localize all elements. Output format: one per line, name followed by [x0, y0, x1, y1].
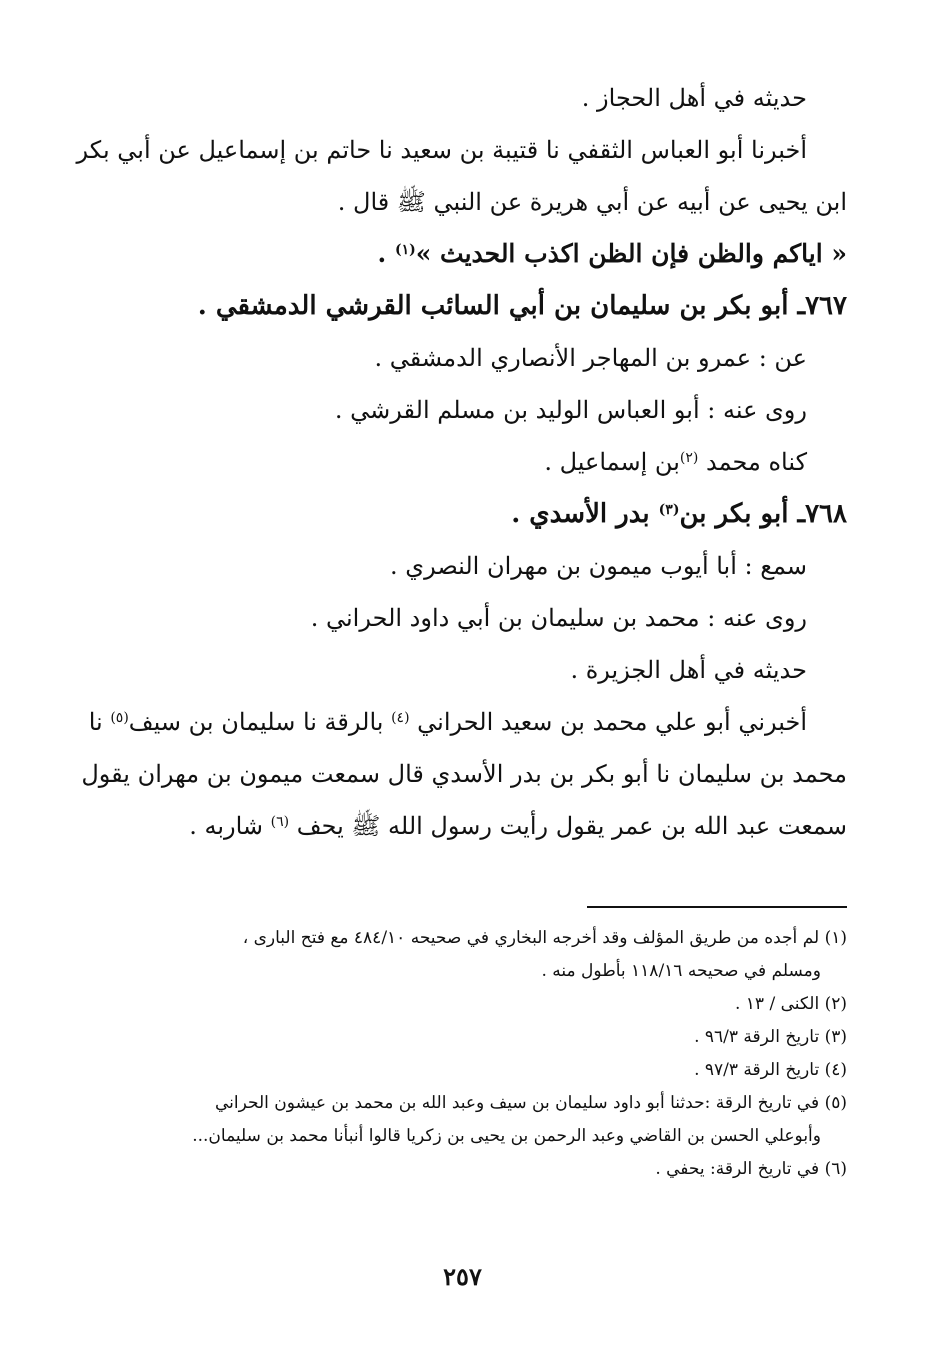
footnote-4: (٤) تاريخ الرقة ٩٧/٣ .: [694, 1060, 847, 1080]
footnote-6: (٦) في تاريخ الرقة: يحفي .: [655, 1159, 847, 1179]
text-line: محمد بن سليمان نا أبو بكر بن بدر الأسدي قال سمعت ميمون بن مهران يقول: [81, 760, 847, 788]
footnote-2: (٢) الكنى / ١٣ .: [734, 994, 847, 1014]
text-line: روى عنه : محمد بن سليمان بن أبي داود الحراني .: [310, 604, 807, 632]
footnote-ref: (١): [394, 242, 416, 258]
footnote-5: (٥) في تاريخ الرقة :حدثنا أبو داود سليمان بن سيف وعبد الله بن محمد بن عيشون الحراني وأبوعلي الحسن بن القاضي وعبد الرحمن بن يحيى بن زكريا قالوا أنبأنا محمد بن سليمان...: [192, 1093, 847, 1146]
text-line: أخبرنا أبو العباس الثقفي نا قتيبة بن سعيد نا حاتم بن إسماعيل عن أبي بكر: [76, 136, 807, 164]
main-text: [76, 72, 847, 852]
text-line: كناه محمد $^{(٢)}$بن إسماعيل .: [544, 448, 807, 476]
text-line: سمع : أبا أيوب ميمون بن مهران النصري .: [390, 552, 807, 580]
text-line: أخبرني أبو علي محمد بن سعيد الحراني $^{(٤)}$ بالرقة نا سليمان بن سيف$^{(٥)}$ نا: [88, 708, 807, 736]
entry-heading-767: ٧٦٧ـ أبو بكر بن سليمان بن أبي السائب القرشي الدمشقي .: [197, 291, 847, 321]
hadith-text: « اياكم والظن فإن الظن اكذب الحديث »$^{(١)}$ .: [377, 239, 847, 268]
entry-heading-768: ٧٦٨ـ أبو بكر بن$^{(٣)}$ بدر الأسدي .: [511, 499, 847, 529]
footnote-divider: [587, 906, 847, 908]
footnotes: [105, 922, 847, 1186]
text-line: عن : عمرو بن المهاجر الأنصاري الدمشقي .: [374, 344, 807, 372]
text-line: حديثه في أهل الجزيرة .: [570, 656, 807, 684]
footnote-ref: (٥): [110, 710, 129, 726]
footnote-ref: (٢): [679, 450, 699, 466]
page-number: ٢٥٧: [443, 1262, 482, 1291]
text-line: سمعت عبد الله بن عمر يقول رأيت رسول الله ﷺ يحف $^{(٦)}$ شاربه .: [189, 812, 847, 840]
text-line: حديثه في أهل الحجاز .: [581, 84, 807, 112]
footnote-3: (٣) تاريخ الرقة ٩٦/٣ .: [694, 1027, 847, 1047]
text-line: روى عنه : أبو العباس الوليد بن مسلم القرشي .: [334, 396, 807, 424]
footnote-1: (١) لم أجده من طريق المؤلف وقد أخرجه البخاري في صحيحه ٤٨٤/١٠ مع فتح البارى ، ومسلم في صحيحه ١١٨/١٦ بأطول منه .: [242, 928, 847, 981]
footnote-ref: (٦): [270, 814, 290, 830]
footnote-ref: (٤): [391, 710, 410, 726]
footnote-ref: (٣): [658, 502, 680, 518]
text-line: ابن يحيى عن أبيه عن أبي هريرة عن النبي ﷺ قال .: [337, 188, 847, 216]
